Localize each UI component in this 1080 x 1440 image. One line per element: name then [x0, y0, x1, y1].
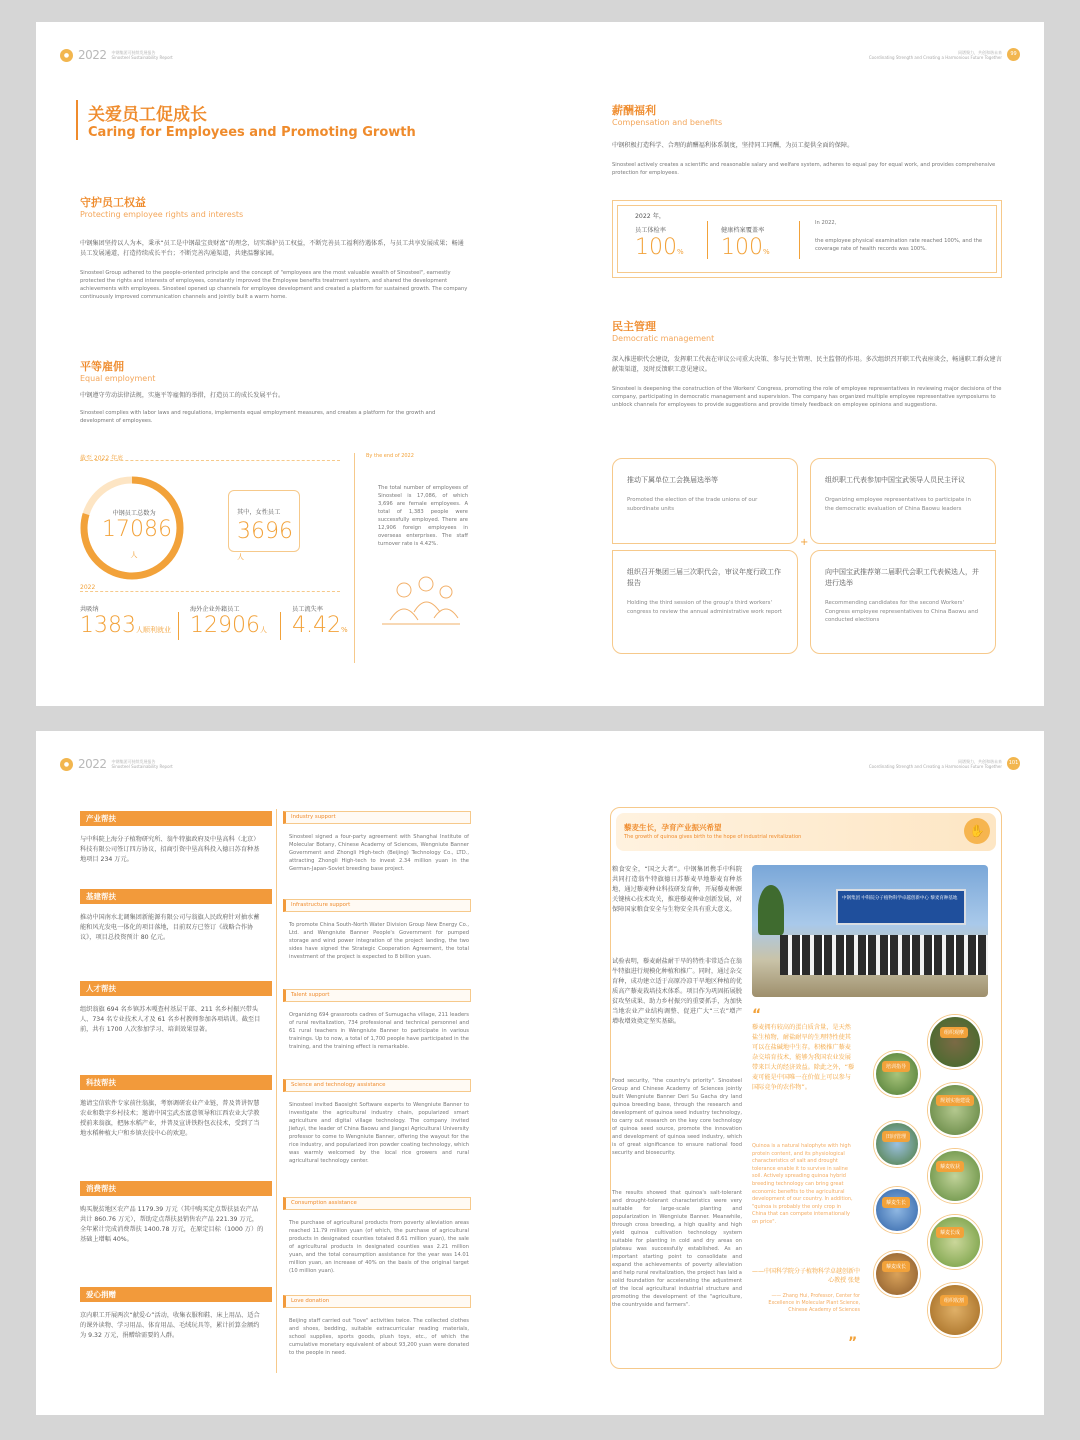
- divider: [80, 591, 340, 592]
- people-group: [780, 935, 988, 975]
- health-label: 健康档案覆盖率: [721, 227, 765, 234]
- hired-label: 共吸纳: [80, 606, 99, 613]
- photo-circle: [874, 1251, 920, 1297]
- slogan-cn: 同谱聚力，共创和谐未来: [958, 49, 1002, 55]
- case-body1-en: Food security, "the country's priority". Sinosteel Group and Chinese Academy of Sciences jointly built Wengniute Banner Deri Su Gacha dry land quinoa breeding base, through the research and development of quinoa seed industry technology, to carry out research on the key core technology of quinoa seed source, promote the innovation and development of quinoa seed industry, which is of great significance to ensure national food security and biosecurity.: [612, 1078, 742, 1156]
- block-heading-en: Talent support: [283, 989, 471, 1002]
- block-heading-en: Science and technology assistance: [283, 1079, 471, 1092]
- equal-heading-en: Equal employment: [80, 374, 156, 383]
- dem-body-cn: 深入推进职代会建设，发挥职工代表在审议公司重大决策、参与民主管理、民主监督的作用。多次组织召开职工代表座谈会，畅通职工群众建言献策渠道，及时反馈职工意见建议。: [612, 356, 1002, 373]
- page-number: 101: [1007, 757, 1020, 770]
- bubble-label: 组织观摩: [940, 1027, 968, 1038]
- exam-label: 员工体检率: [635, 227, 666, 234]
- slogan-header: [869, 757, 1020, 770]
- sinosteel-logo-icon: ●: [60, 49, 73, 62]
- block-body-cn: 组织翁旗 694 名乡镇苏木嘎查村基层干部、211 名乡村振兴带头人、734 名专业技术人才及 61 名乡村教师参加各项培训。截至目前，共有 1700 人次参加学习、培训效果显著。: [80, 1006, 261, 1033]
- report-title-cn: 中钢集团可持续发展报告: [111, 759, 156, 764]
- photo-circle: [874, 1051, 920, 1097]
- exam-value: 100: [635, 235, 677, 260]
- divider: [799, 221, 800, 259]
- rights-section: [80, 194, 470, 301]
- year-cn: 2022 年，: [635, 213, 666, 220]
- title-en: Caring for Employees and Promoting Growth: [88, 125, 416, 140]
- quote-cn: 藜麦拥有较高的蛋白质含量，是天然盐生植物，耐盐耐旱的生理特性使其可以在盐碱地中生存。积极推广藜麦杂交培育技术，能够为我国农业发展带来巨大的经济效益。除此之外，“藜麦可能是中国唯一在价值上可以参与国际竞争的农作物”。: [752, 1024, 855, 1091]
- quote-open-icon: “: [752, 1007, 762, 1023]
- slogan-cn: 同谱聚力，共创和谐未来: [958, 758, 1002, 764]
- sinosteel-logo-icon: ●: [60, 758, 73, 771]
- slogan-en: Coordinating Strength and Creating a Harmonious Future Together: [868, 54, 1002, 60]
- unit: 人: [237, 553, 244, 561]
- photo-circle: [874, 1121, 920, 1167]
- block-body-cn: 京内职工开展两次“献爱心”活动，收集衣服和鞋、床上用品、适合的课外读物、学习用品、体育用品、毛绒玩具等，累计折算金额约为 9.32 万元，捐赠给需要的人群。: [80, 1312, 260, 1339]
- rights-body-en: Sinosteel Group adhered to the people-oriented principle and the concept of "employees are the most valuable wealth of Sinosteel", earnestly protected the rights and interests of employees, constantly improved the Employee benefits treatment system, and shared the development achievements with employees. Sinosteel opened up channels for employee development and created a platform for sustained growth. The company continuously improved communication channels and jointly built a warm home.: [80, 270, 468, 300]
- section-title: [76, 100, 416, 140]
- divider: [707, 221, 708, 259]
- equal-body-en: Sinosteel complies with labor laws and regulations, implements equal employment measures, and creates a platform for the growth and development of employees.: [80, 410, 436, 424]
- report-year: 2022: [78, 757, 107, 771]
- photo-circle: [928, 1215, 982, 1269]
- democratic-section: [612, 318, 1002, 409]
- slogan-en: Coordinating Strength and Creating a Harmonious Future Together: [868, 763, 1002, 769]
- case-title-bar: [616, 813, 996, 851]
- block-heading-cn: 消费帮扶: [80, 1181, 272, 1196]
- photo-banner: [836, 889, 966, 925]
- health-value: 100: [721, 235, 763, 260]
- report-title-en: Sinosteel Sustainability Report: [111, 55, 173, 60]
- quote-close-icon: ”: [848, 1335, 858, 1351]
- turnover-value: 4.42: [292, 613, 341, 638]
- female-box: [228, 490, 300, 561]
- case-title-cn: 藜麦生长，孕育产业振兴希望: [624, 823, 722, 832]
- tree-icon: [758, 885, 784, 935]
- unit: %: [340, 626, 348, 634]
- title-cn: 关爱员工促成长: [88, 105, 207, 125]
- rights-heading-en: Protecting employee rights and interests: [80, 210, 244, 219]
- health-stats-box: [612, 200, 1002, 278]
- banner-text: 中钢集团 中科院分子植物科学卓越创新中心 藜麦育种基地: [842, 896, 958, 901]
- block-heading-en: Infrastructure support: [283, 899, 471, 912]
- block-heading-cn: 基建帮扶: [80, 889, 272, 904]
- block-body-en: Sinosteel signed a four-party agreement with Shanghai Institute of Molecular Botany, Chinese Academy of Sciences, Wengniute Banner Government and Zhongli High-tech (Beijing) Technology Co., LTD., attracting Zhongli High-tech to invest 2.34 million yuan in the German-Japan-Soviet breeding base project.: [289, 834, 469, 872]
- block-heading-cn: 爱心捐赠: [80, 1287, 272, 1302]
- block-heading-en: Love donation: [283, 1295, 471, 1308]
- hired-unit: 人顺利就业: [136, 626, 171, 634]
- plus-icon: +: [800, 537, 809, 548]
- dem-card-4: [810, 550, 996, 654]
- block-heading-cn: 科技帮扶: [80, 1075, 272, 1090]
- photo-circle: [928, 1015, 982, 1069]
- divider: [80, 460, 340, 461]
- unit: 人: [260, 626, 267, 634]
- case-body2-en: The results showed that quinoa's salt-tolerant and drought-tolerant characteristics were very suitable for large-scale planting and popularization in Wengniute Banner. Meanwhile, through cross breeding, a high quality and high yield quinoa cultivation technology system suitable for planting in cold and dry areas on plateau was successfully established. As an important starting point to consolidate and expand the achievements of poverty alleviation and help rural revitalization, the project has laid a solid foundation for accelerating the adjustment of the local agricultural industrial structure and promoting the development of the "agriculture, the countryside and farmers".: [612, 1190, 742, 1308]
- block-body-cn: 购买脱贫地区农产品 1179.39 万元（其中购买定点帮扶县农产品共计 860.76 万元），帮助定点帮扶县销售农产品 221.39 万元，全年累计完成消费帮扶 1400.78 万元，在原定目标（1000 万）的基础上增幅 40%。: [80, 1206, 264, 1243]
- quote-sig-cn: ——中国科学院分子植物科学卓越创新中心教授 张楚: [752, 1268, 861, 1284]
- year-label: 2022: [80, 584, 96, 591]
- block-body-cn: 邀请宝信软件专家前往翁旗，考察调研农业产业链，普及普讲智慧农业和数字乡村技术；邀请中国宝武杰富意领导和江西农业大学教授前来翁旗，把脉水稻产业，并普及宣讲铁粉包衣技术，受到了当地水稻种植大户和乡镇农技中心的欢迎。: [80, 1100, 260, 1137]
- bubble-label: 规划实施建设: [936, 1095, 974, 1106]
- overseas-label: 海外企业外籍员工: [190, 606, 240, 613]
- dem-card-2: [810, 458, 996, 544]
- turnover-label: 员工流失率: [292, 606, 323, 613]
- year-en: In 2022,: [815, 220, 837, 226]
- unit: %: [677, 248, 684, 256]
- turnover-stat: [292, 604, 348, 638]
- photo-circle: [874, 1187, 920, 1233]
- card-en: Holding the third session of the group's third workers' congress to review the annual administrative work report: [627, 600, 783, 615]
- photo-circle: [928, 1083, 982, 1137]
- card-en: Recommending candidates for the second Workers' Congress employee representatives to China Baowu and conducted elections: [825, 600, 979, 623]
- quote-sig-en: —— Zhang Hui, Professor, Center for Excellence in Molecular Plant Science, Chinese Academy of Sciences: [768, 1294, 860, 1313]
- hired-stat: [80, 604, 171, 638]
- card-en: Organizing employee representatives to participate in the democratic evaluation of China Baowu leaders: [825, 497, 971, 512]
- bubble-label: 藜麦生长: [882, 1197, 910, 1208]
- as-of-en: By the end of 2022: [366, 453, 414, 459]
- block-body-en: Organizing 694 grassroots cadres of Sumugacha village, 211 leaders of rural revitalization, 734 professional and technical personnel and 61 rural teachers in Wengniute Banner to participate in various trainings. Up to now, a total of 1,700 people have participated in the training, and the training effect is remarkable.: [289, 1012, 469, 1050]
- block-body-cn: 推动中国南水北调集团新能源有限公司与翁旗人民政府针对抽水蓄能和风光发电一体化的项目落地，目前双方已签订《战略合作协议》，项目总投资预计 80 亿元。: [80, 914, 260, 941]
- equal-section: [80, 358, 470, 425]
- overseas-stat: [190, 604, 267, 638]
- divider: [354, 453, 355, 663]
- rights-heading-cn: 守护员工权益: [80, 196, 146, 209]
- overseas-value: 12906: [190, 613, 260, 638]
- bubble-label: 藜麦长成: [936, 1227, 964, 1238]
- female-value: 3696: [237, 519, 293, 544]
- slogan-header: [869, 48, 1020, 61]
- unit: %: [763, 248, 770, 256]
- report-header: [60, 48, 173, 62]
- stats-desc-en: The total number of employees of Sinosteel is 17,086, of which 3,696 are female employees. A total of 1,383 people were successfully employed. There are 12,906 foreign employees in overseas enterprises. The staff turnover rate is 4.42%.: [378, 485, 468, 547]
- dem-body-en: Sinosteel is deepening the construction of the Workers' Congress, promoting the role of employee representatives in reviewing major decisions of the company, participating in democratic management and supervision. The company has organized multiple employee representative symposiums to unblock channels for employees to provide suggestions and provide timely feedback on employee opinions and suggestions.: [612, 386, 1002, 408]
- comp-heading-cn: 薪酬福利: [612, 104, 656, 117]
- dem-heading-en: Democratic management: [612, 334, 715, 343]
- equal-body-cn: 中钢遵守劳动法律法规，实施平等雇佣的举措，打造员工的成长发展平台。: [80, 392, 285, 399]
- card-cn: 组织召开集团三届三次职代会，审议年度行政工作报告: [627, 568, 781, 587]
- photo-circle: [928, 1283, 982, 1337]
- report-header: [60, 757, 173, 771]
- block-body-en: Sinosteel invited Baosight Software experts to Wengniute Banner to investigate the agricultural industry chain, popularized smart agriculture and digital village technology. The company invited Jiefuyi, the leader of China Baowu and Jiangxi Agricultural University professor to come to Wengniute Banner, offering the wayout for the rice industry, and popularized iron powder coating technology, which was warmly welcomed by the local rice growers and rural agricultural technology center.: [289, 1102, 469, 1164]
- dem-heading-cn: 民主管理: [612, 320, 656, 333]
- block-heading-en: Consumption assistance: [283, 1197, 471, 1210]
- card-cn: 推动下属单位工会换届选举等: [627, 476, 718, 484]
- block-heading-en: Industry support: [283, 811, 471, 824]
- case-body2-cn: 试验表明，藜麦耐盐耐干旱的特性非常适合在翁牛特旗进行规模化种植和推广。同时，通过杂交育种，成功建立适于高原冷凉干旱地区种植的优质高产藜麦栽培技术体系。项目作为巩固拓展脱贫攻坚成果、助力乡村振兴的重要抓手，为加快当地农业产业结构调整、促进广大“三农”增产增收增效奠定坚实基础。: [612, 958, 742, 1025]
- bubble-label: 培训指导: [882, 1061, 910, 1072]
- card-cn: 组织职工代表参加中国宝武领导人员民主评议: [825, 476, 965, 484]
- hired-value: 1383: [80, 613, 136, 638]
- block-heading-cn: 产业帮扶: [80, 811, 272, 826]
- case-title-en: The growth of quinoa gives birth to the hope of industrial revitalization: [624, 834, 802, 840]
- quote-en: Quinoa is a natural halophyte with high protein content, and its physiological characteristics of salt and drought tolerance enable it to survive in saline soil. Actively spreading quinoa hybrid breeding technology can bring great economic benefits to the agricultural development of our country. In addition, "quinoa is probably the only crop in China that can compete internationally on price".: [752, 1143, 853, 1225]
- case-body1-cn: 粮食安全，“国之大者”。中钢集团携手中科院共同打造翁牛特旗德日苏藜麦旱地藜麦育种基地，通过藜麦种业科技研发育种，开展藜麦种源关键核心技术攻关，推进藜麦种业创新发展，对保障国家粮食安全与生物安全具有重大意义。: [612, 866, 742, 913]
- block-body-en: To promote China South-North Water Division Group New Energy Co., Ltd. and Wengniute Banner People's Government for pumped storage and wind power integration of the project landing, the two sides have signed the Strategic Cooperation Agreement, the total investment of the project is expected to 8 billion yuan.: [289, 922, 469, 960]
- report-title-en: Sinosteel Sustainability Report: [111, 764, 173, 769]
- group-photo: [752, 865, 988, 997]
- comp-body-cn: 中钢积极打造科学、合理的薪酬福利体系制度，坚持同工同酬，为员工提供全面的保障。: [612, 142, 854, 149]
- card-cn: 向中国宝武推荐第二届职代会职工代表候选人，并进行选举: [825, 568, 979, 587]
- total-label: 中钢员工总数为: [112, 510, 156, 517]
- total-value: 17086: [102, 517, 172, 542]
- divider: [276, 809, 277, 1373]
- comp-body-en: Sinosteel actively creates a scientific and reasonable salary and welfare system, adheres to equal pay for equal work, and provides comprehensive protection for employees.: [612, 162, 996, 176]
- bubble-label: 田间管理: [882, 1131, 910, 1142]
- as-of-cn: 截至 2022 年底: [80, 455, 124, 462]
- bubble-label: 组织收割: [940, 1295, 968, 1306]
- page-employees: [36, 22, 1044, 706]
- dem-card-3: [612, 550, 798, 654]
- handshake-icon: ✋: [964, 818, 990, 844]
- card-en: Promoted the election of the trade unions of our subordinate units: [627, 497, 758, 512]
- divider: [178, 612, 179, 640]
- page-number: 99: [1007, 48, 1020, 61]
- dem-card-1: [612, 458, 798, 544]
- people-illustration-icon: [376, 568, 466, 634]
- rate-en: the employee physical examination rate reached 100%, and the coverage rate of health records was 100%.: [815, 238, 983, 252]
- unit: 人: [130, 551, 138, 559]
- block-body-en: Beijing staff carried out "love" activities twice. The collected clothes and shoes, bedding, suitable extracurricular reading materials, school supplies, sports goods, plush toys, etc., of which the cumulative monetary equivalent of about 93,200 yuan were donated to the people in need.: [289, 1318, 469, 1356]
- female-label: 其中，女性员工: [237, 509, 281, 516]
- compensation-section: [612, 102, 1002, 177]
- report-year: 2022: [78, 48, 107, 62]
- rights-body-cn: 中钢集团坚持以人为本，秉承“员工是中钢最宝贵财富”的理念，切实维护员工权益，不断完善员工福利待遇体系，与员工共享发展成果；畅通员工发展通道，打造持续成长平台；不断完善沟通渠道，共建温馨家园。: [80, 240, 464, 257]
- total-employees: [102, 508, 172, 561]
- bubble-label: 藜麦成长: [882, 1261, 910, 1272]
- block-heading-cn: 人才帮扶: [80, 981, 272, 996]
- divider: [280, 612, 281, 640]
- bubble-label: 藜麦收获: [936, 1161, 964, 1172]
- report-title-cn: 中钢集团可持续发展报告: [111, 50, 156, 55]
- equal-heading-cn: 平等雇佣: [80, 360, 124, 373]
- comp-heading-en: Compensation and benefits: [612, 118, 723, 127]
- block-body-en: The purchase of agricultural products from poverty alleviation areas reached 11.79 million yuan (of which, the purchase of agricultural products in designated counties totaled 8.61 million yuan), the sale of agricultural products in designated counties was 2.21 million yuan, and the total consumption assistance for the year was 14.01 million yuan, an increase of 40% on the basis of the original target (10 million yuan).: [289, 1220, 469, 1274]
- block-body-cn: 与中科院上海分子植物研究所、翁牛特旗政府及中垦高科（北京）科技有限公司签订四方协议，招商引资中垦高科投入德日苏育种基地项目 234 万元。: [80, 836, 260, 863]
- page-rural-revitalization: [36, 731, 1044, 1415]
- photo-circle: [928, 1149, 982, 1203]
